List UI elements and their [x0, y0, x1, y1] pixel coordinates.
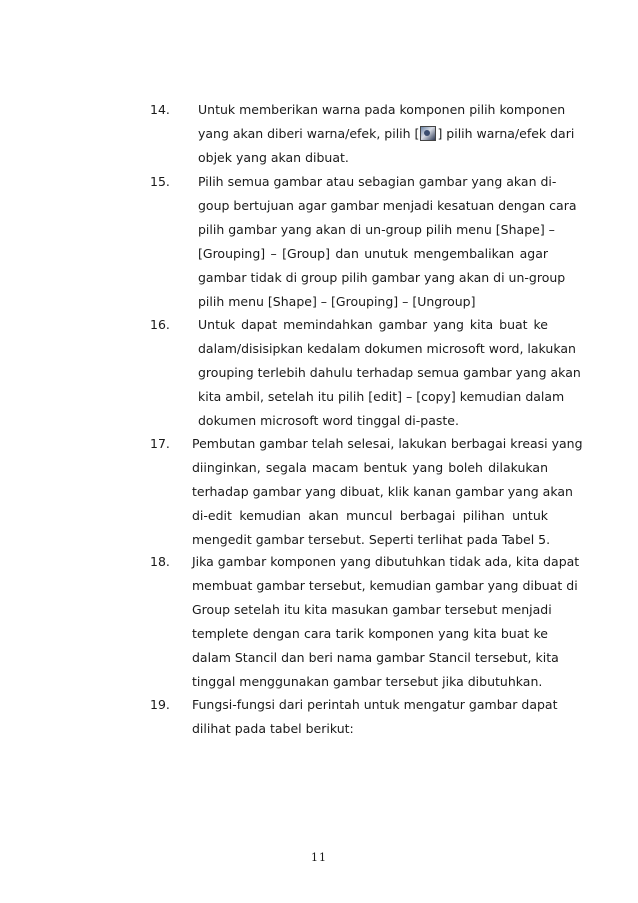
item-line-text: ] pilih warna/efek dari	[437, 126, 575, 141]
item-line: dilihat pada tabel berikut:	[192, 721, 354, 736]
item-line: goup bertujuan agar gambar menjadi kesatuan dengan cara	[198, 198, 577, 213]
item-line: dalam Stancil dan beri nama gambar Stancil tersebut, kita	[192, 650, 559, 665]
item-line: mengedit gambar tersebut. Seperti terlihat pada Tabel 5.	[192, 532, 551, 547]
item-number: 15.	[150, 174, 170, 189]
item-number: 19.	[150, 697, 170, 712]
item-line: Untuk dapat memindahkan gambar yang kita buat ke	[198, 317, 548, 332]
item-line: gambar tidak di group pilih gambar yang akan di un-group	[198, 270, 566, 285]
item-line: objek yang akan dibuat.	[198, 150, 349, 165]
item-number: 17.	[150, 436, 170, 451]
item-line: membuat gambar tersebut, kemudian gambar yang dibuat di	[192, 578, 578, 593]
item-line-text: yang akan diberi warna/efek, pilih [	[198, 126, 420, 141]
item-line: Pembutan gambar telah selesai, lakukan berbagai kreasi yang	[192, 436, 583, 451]
item-line: templete dengan cara tarik komponen yang kita buat ke	[192, 626, 548, 641]
item-line: Pilih semua gambar atau sebagian gambar yang akan di-	[198, 174, 557, 189]
item-number: 14.	[150, 102, 170, 117]
item-line: Untuk memberikan warna pada komponen pilih komponen	[198, 102, 566, 117]
page-number: 11	[311, 851, 327, 864]
item-line: di-edit kemudian akan muncul berbagai pilihan untuk	[192, 508, 548, 523]
item-number: 18.	[150, 554, 170, 569]
item-line: tinggal menggunakan gambar tersebut jika dibutuhkan.	[192, 674, 543, 689]
item-line: dalam/disisipkan kedalam dokumen microsoft word, lakukan	[198, 341, 576, 356]
item-line: diinginkan, segala macam bentuk yang boleh dilakukan	[192, 460, 548, 475]
fill-color-icon	[420, 126, 436, 141]
item-line: terhadap gambar yang dibuat, klik kanan gambar yang akan	[192, 484, 573, 499]
item-line	[198, 122, 575, 146]
item-line: Jika gambar komponen yang dibutuhkan tidak ada, kita dapat	[192, 554, 580, 569]
item-line: grouping terlebih dahulu terhadap semua gambar yang akan	[198, 365, 581, 380]
item-line: [Grouping] – [Group] dan unutuk mengembalikan agar	[198, 246, 548, 261]
item-line: Group setelah itu kita masukan gambar tersebut menjadi	[192, 602, 552, 617]
item-line: Fungsi-fungsi dari perintah untuk mengatur gambar dapat	[192, 697, 558, 712]
item-line: kita ambil, setelah itu pilih [edit] – [copy] kemudian dalam	[198, 389, 565, 404]
item-line: dokumen microsoft word tinggal di-paste.	[198, 413, 459, 428]
item-line: pilih gambar yang akan di un-group pilih menu [Shape] –	[198, 222, 555, 237]
item-number: 16.	[150, 317, 170, 332]
item-line: pilih menu [Shape] – [Grouping] – [Ungroup]	[198, 294, 476, 309]
